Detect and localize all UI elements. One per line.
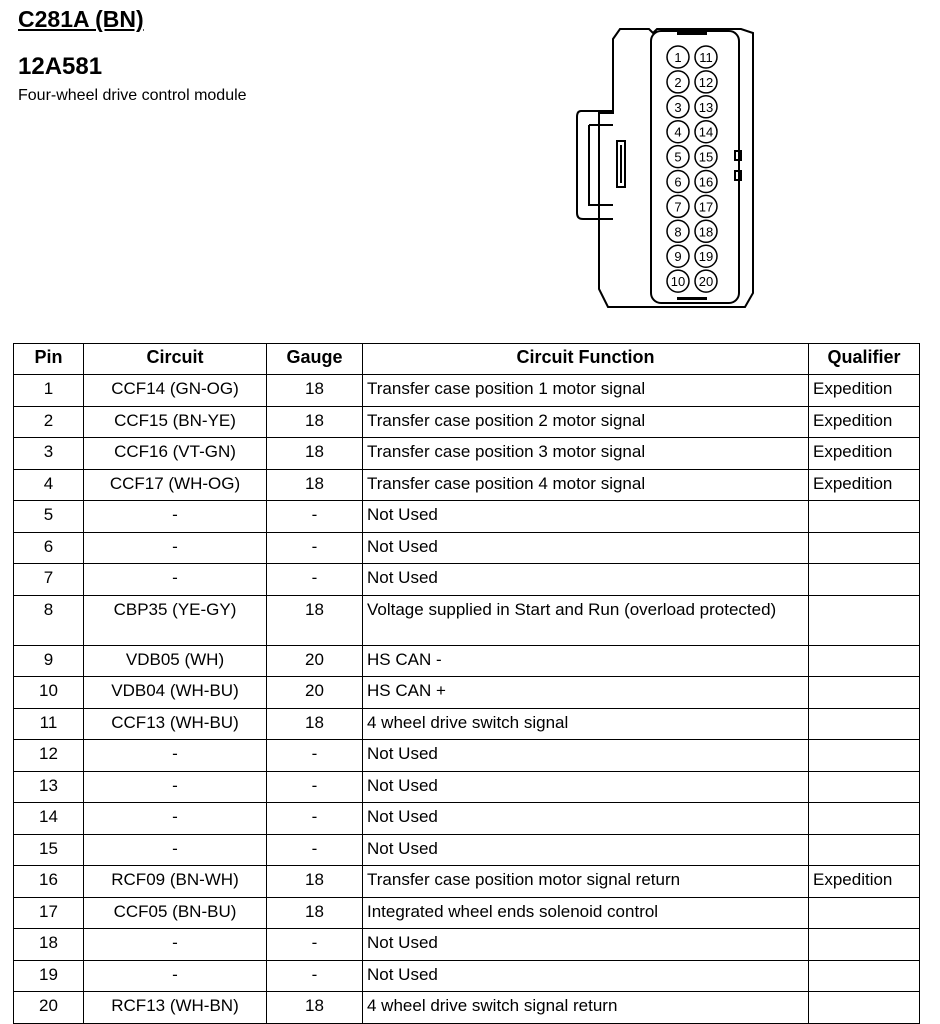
pin-cell: 17 <box>14 897 84 929</box>
table-row <box>14 992 920 1024</box>
function-cell: Not Used <box>363 740 809 772</box>
table-row <box>14 677 920 709</box>
pin-cell: 5 <box>14 501 84 533</box>
function-cell: Not Used <box>363 929 809 961</box>
circuit-cell: CCF14 (GN-OG) <box>84 375 267 407</box>
gauge-cell: - <box>267 740 363 772</box>
pin-cell: 6 <box>14 532 84 564</box>
table-row <box>14 501 920 533</box>
table-row <box>14 866 920 898</box>
function-cell: Transfer case position 3 motor signal <box>363 438 809 470</box>
pin-cell: 7 <box>14 564 84 596</box>
circuit-cell: RCF13 (WH-BN) <box>84 992 267 1024</box>
function-cell: HS CAN + <box>363 677 809 709</box>
table-row <box>14 834 920 866</box>
table-row <box>14 406 920 438</box>
qualifier-cell <box>809 645 920 677</box>
function-cell: Transfer case position 4 motor signal <box>363 469 809 501</box>
gauge-cell: 18 <box>267 375 363 407</box>
column-header: Circuit <box>84 344 267 375</box>
column-header: Gauge <box>267 344 363 375</box>
circuit-cell: - <box>84 564 267 596</box>
part-number: 12A581 <box>18 53 103 80</box>
table-row <box>14 771 920 803</box>
pin-cell: 4 <box>14 469 84 501</box>
connector-diagram <box>575 25 755 315</box>
function-cell: Not Used <box>363 532 809 564</box>
column-header: Qualifier <box>809 344 920 375</box>
qualifier-cell <box>809 740 920 772</box>
circuit-cell: - <box>84 501 267 533</box>
circuit-cell: - <box>84 771 267 803</box>
qualifier-cell <box>809 501 920 533</box>
connector-pin-label: 4 <box>674 124 682 140</box>
connector-pin-label: 10 <box>670 274 686 290</box>
function-cell: HS CAN - <box>363 645 809 677</box>
table-row <box>14 532 920 564</box>
qualifier-cell <box>809 992 920 1024</box>
connector-pin-label: 15 <box>698 149 714 165</box>
circuit-cell: - <box>84 803 267 835</box>
connector-pin-label: 17 <box>698 199 714 215</box>
table-row <box>14 740 920 772</box>
function-cell: Not Used <box>363 501 809 533</box>
column-header: Pin <box>14 344 84 375</box>
function-cell: Transfer case position motor signal return <box>363 866 809 898</box>
qualifier-cell <box>809 960 920 992</box>
function-cell: Voltage supplied in Start and Run (overload protected) <box>363 595 809 645</box>
table-row <box>14 375 920 407</box>
pin-cell: 18 <box>14 929 84 961</box>
function-cell: Not Used <box>363 803 809 835</box>
function-cell: Integrated wheel ends solenoid control <box>363 897 809 929</box>
gauge-cell: - <box>267 929 363 961</box>
function-cell: Not Used <box>363 960 809 992</box>
pin-cell: 19 <box>14 960 84 992</box>
circuit-cell: CCF17 (WH-OG) <box>84 469 267 501</box>
pin-cell: 10 <box>14 677 84 709</box>
circuit-cell: CBP35 (YE-GY) <box>84 595 267 645</box>
pin-cell: 13 <box>14 771 84 803</box>
qualifier-cell <box>809 564 920 596</box>
gauge-cell: 18 <box>267 595 363 645</box>
circuit-cell: CCF05 (BN-BU) <box>84 897 267 929</box>
connector-pin-label: 9 <box>674 249 682 265</box>
circuit-cell: CCF15 (BN-YE) <box>84 406 267 438</box>
qualifier-cell: Expedition <box>809 866 920 898</box>
connector-pin-label: 2 <box>674 74 682 90</box>
gauge-cell: 18 <box>267 866 363 898</box>
gauge-cell: 18 <box>267 897 363 929</box>
qualifier-cell <box>809 771 920 803</box>
connector-pin-label: 1 <box>674 50 682 65</box>
gauge-cell: 18 <box>267 708 363 740</box>
connector-pin-label: 12 <box>698 74 714 90</box>
circuit-cell: - <box>84 929 267 961</box>
table-row <box>14 469 920 501</box>
table-row <box>14 564 920 596</box>
table-header-row <box>14 344 920 375</box>
function-cell: Not Used <box>363 834 809 866</box>
gauge-cell: - <box>267 771 363 803</box>
pinout-table <box>13 343 920 1024</box>
connector-pin-label: 19 <box>698 249 714 265</box>
pin-cell: 9 <box>14 645 84 677</box>
table-row <box>14 595 920 645</box>
pin-cell: 11 <box>14 708 84 740</box>
pin-cell: 15 <box>14 834 84 866</box>
connector-pin-label: 6 <box>674 174 682 190</box>
pin-cell: 1 <box>14 375 84 407</box>
qualifier-cell <box>809 803 920 835</box>
gauge-cell: - <box>267 803 363 835</box>
pin-cell: 14 <box>14 803 84 835</box>
connector-title: C281A (BN) <box>18 6 144 32</box>
circuit-cell: - <box>84 834 267 866</box>
module-description: Four-wheel drive control module <box>18 87 247 104</box>
qualifier-cell <box>809 595 920 645</box>
qualifier-cell <box>809 929 920 961</box>
table-row <box>14 803 920 835</box>
connector-pin-label: 18 <box>698 224 714 240</box>
function-cell: Transfer case position 1 motor signal <box>363 375 809 407</box>
function-cell: Not Used <box>363 771 809 803</box>
circuit-cell: - <box>84 960 267 992</box>
qualifier-cell <box>809 532 920 564</box>
circuit-cell: CCF16 (VT-GN) <box>84 438 267 470</box>
qualifier-cell: Expedition <box>809 469 920 501</box>
pin-cell: 20 <box>14 992 84 1024</box>
table-row <box>14 929 920 961</box>
gauge-cell: 18 <box>267 406 363 438</box>
table-row <box>14 438 920 470</box>
gauge-cell: - <box>267 564 363 596</box>
table-row <box>14 960 920 992</box>
gauge-cell: 18 <box>267 438 363 470</box>
table-row <box>14 708 920 740</box>
pin-cell: 16 <box>14 866 84 898</box>
circuit-cell: VDB05 (WH) <box>84 645 267 677</box>
gauge-cell: 20 <box>267 645 363 677</box>
circuit-cell: - <box>84 532 267 564</box>
circuit-cell: VDB04 (WH-BU) <box>84 677 267 709</box>
qualifier-cell <box>809 897 920 929</box>
table-row <box>14 897 920 929</box>
column-header: Circuit Function <box>363 344 809 375</box>
qualifier-cell <box>809 708 920 740</box>
pin-cell: 3 <box>14 438 84 470</box>
function-cell: Transfer case position 2 motor signal <box>363 406 809 438</box>
gauge-cell: - <box>267 501 363 533</box>
connector-pin-label: 14 <box>698 124 714 140</box>
qualifier-cell <box>809 834 920 866</box>
pin-cell: 2 <box>14 406 84 438</box>
function-cell: Not Used <box>363 564 809 596</box>
gauge-cell: 18 <box>267 469 363 501</box>
qualifier-cell: Expedition <box>809 375 920 407</box>
gauge-cell: - <box>267 834 363 866</box>
pin-cell: 8 <box>14 595 84 645</box>
connector-pin-label: 11 <box>699 50 713 65</box>
connector-pin-label: 8 <box>674 224 682 240</box>
qualifier-cell: Expedition <box>809 406 920 438</box>
qualifier-cell <box>809 677 920 709</box>
circuit-cell: - <box>84 740 267 772</box>
circuit-cell: RCF09 (BN-WH) <box>84 866 267 898</box>
connector-pin-label: 7 <box>674 199 682 215</box>
circuit-cell: CCF13 (WH-BU) <box>84 708 267 740</box>
table-row <box>14 645 920 677</box>
qualifier-cell: Expedition <box>809 438 920 470</box>
connector-pin-label: 3 <box>674 99 682 115</box>
gauge-cell: - <box>267 532 363 564</box>
function-cell: 4 wheel drive switch signal <box>363 708 809 740</box>
function-cell: 4 wheel drive switch signal return <box>363 992 809 1024</box>
connector-pin-label: 13 <box>698 99 714 115</box>
connector-pin-label: 5 <box>674 149 682 165</box>
connector-pin-label: 20 <box>698 274 714 290</box>
pin-cell: 12 <box>14 740 84 772</box>
gauge-cell: 18 <box>267 992 363 1024</box>
connector-pin-label: 16 <box>698 174 714 190</box>
gauge-cell: 20 <box>267 677 363 709</box>
gauge-cell: - <box>267 960 363 992</box>
